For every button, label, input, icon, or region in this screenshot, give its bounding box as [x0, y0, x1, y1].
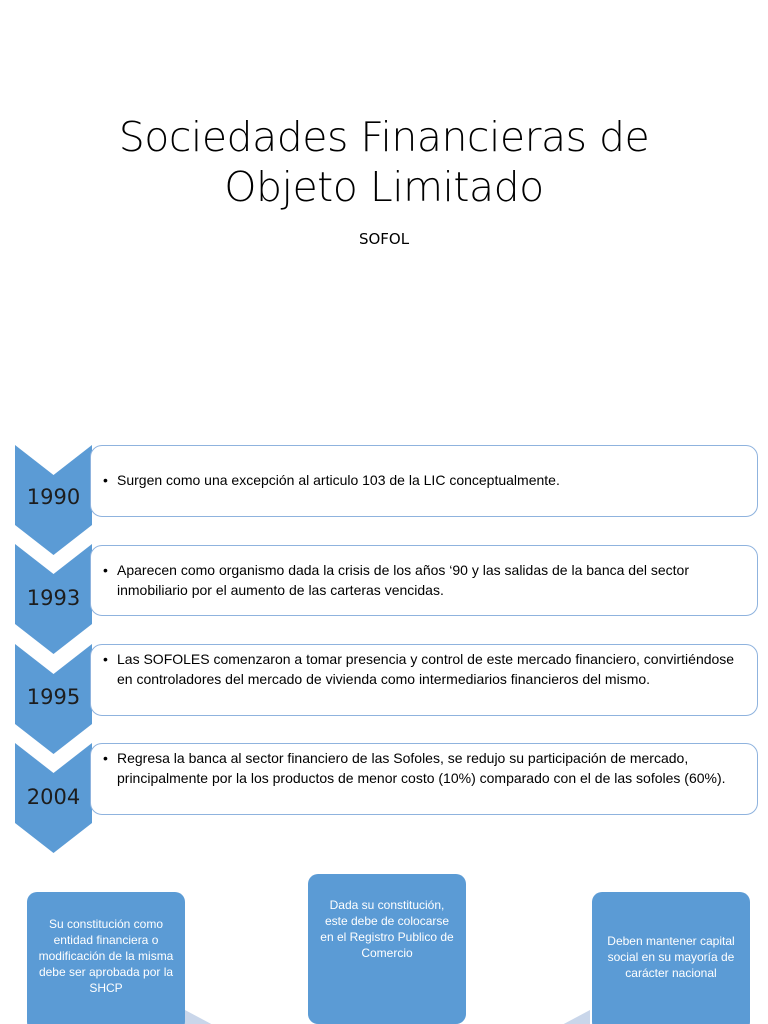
card-text: Deben mantener capital social en su mayoría de carácter nacional — [607, 934, 735, 980]
card-text: Dada su constitución, este debe de colocarse en el Registro Publico de Comercio — [320, 898, 454, 960]
timeline-text: Aparecen como organismo dada la crisis de los años ‘90 y las salidas de la banca del sector inmobiliario por el aumento de las carteras vencidas. — [117, 562, 689, 598]
card-text: Su constitución como entidad financiera o modificación de la misma debe ser aprobada por la SHCP — [38, 917, 174, 995]
timeline-arrow-1995 — [15, 644, 92, 754]
timeline-year: 1993 — [26, 586, 81, 610]
bullet-icon: • — [103, 651, 108, 667]
timeline-text: Regresa la banca al sector financiero de las Sofoles, se redujo su participación de mercado, principalmente por la los productos de menor costo (10%) comparado con el de las sofoles (60%). — [117, 750, 726, 786]
timeline-year: 1995 — [26, 685, 81, 709]
card-shcp — [27, 892, 185, 1024]
timeline-text: Surgen como una excepción al articulo 103 de la LIC conceptualmente. — [117, 472, 560, 488]
timeline-arrow-1990 — [15, 445, 92, 555]
timeline-box-1995 — [90, 644, 758, 716]
timeline-year: 1990 — [26, 485, 81, 509]
bullet-icon: • — [103, 472, 108, 488]
timeline-arrow-1993 — [15, 544, 92, 654]
title-line-2: Objeto Limitado — [224, 163, 544, 211]
card-capital — [592, 892, 750, 1024]
timeline-box-2004 — [90, 743, 758, 815]
timeline-arrow-2004 — [15, 743, 92, 853]
title-line-1: Sociedades Financieras de — [118, 113, 650, 161]
slide-subtitle: SOFOL — [358, 230, 410, 248]
bullet-icon: • — [103, 562, 108, 578]
timeline-box-1993 — [90, 545, 758, 616]
bullet-icon: • — [103, 750, 108, 766]
slide-title — [0, 112, 768, 212]
timeline-box-1990 — [90, 445, 758, 517]
timeline-year: 2004 — [26, 785, 81, 809]
timeline-text: Las SOFOLES comenzaron a tomar presencia y control de este mercado financiero, convirtiéndose en controladores del mercado de vivienda como intermediarios financieros del mismo. — [117, 651, 735, 687]
card-registro — [308, 874, 466, 1024]
